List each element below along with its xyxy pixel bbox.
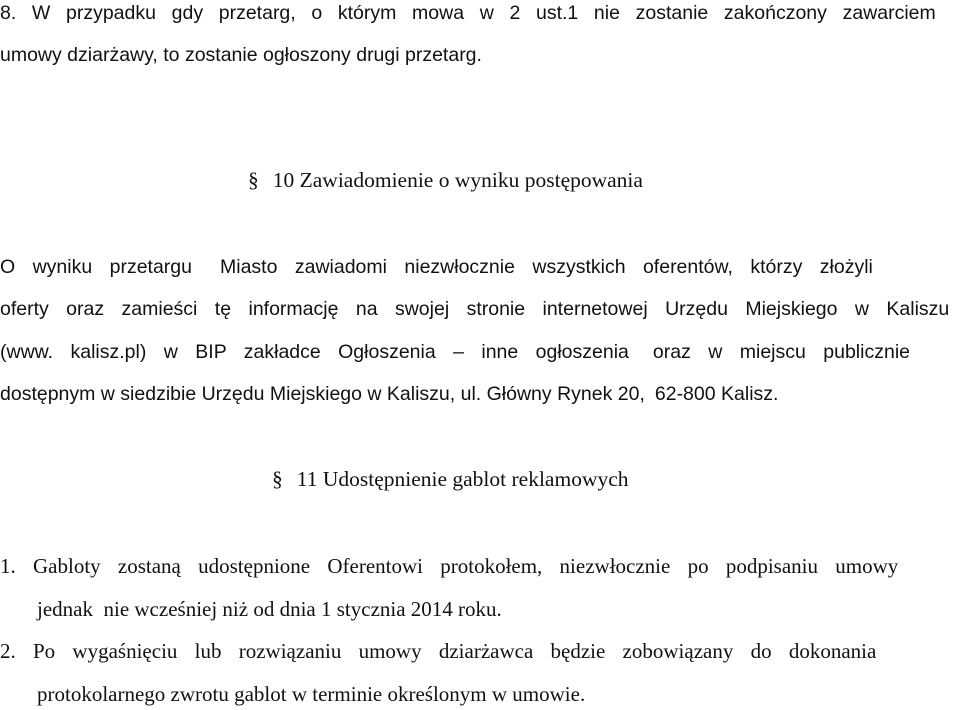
section-10-line-4a: dostępnym w siedzibie Urzędu Miejskiego w Kaliszu, ul. Główny Rynek 20, [0, 383, 645, 405]
section-10-line-4 [0, 385, 778, 405]
section-10-line-4b: 62-800 Kalisz. [654, 383, 779, 405]
section-11-item-1-line-2b: nie wcześniej niż od dnia 1 stycznia 2014 roku. [103, 597, 502, 621]
section-11-item-1-line-1: 1. Gabloty zostaną udostępnione Oferentowi protokołem, niezwłocznie po podpisaniu umowy [0, 554, 899, 578]
section-11-item-1-line-2 [37, 599, 502, 620]
section-10-line-1 [0, 258, 873, 278]
section-10-line-3b: oraz w miejscu publicznie [652, 341, 910, 363]
section-11-title: 11 Udostępnienie gablot reklamowych [296, 467, 629, 491]
intro-line-2: umowy dziarżawy, to zostanie ogłoszony drugi przetarg. [0, 44, 482, 66]
section-11-item-2-line-1: 2. Po wygaśnięciu lub rozwiązaniu umowy dziarżawca będzie zobowiązany do dokonania [0, 639, 877, 663]
section-11-item-1-line-2a: jednak [37, 597, 93, 621]
intro-line-1: 8. W przypadku gdy przetarg, o którym mowa w 2 ust.1 nie zostanie zakończony zawarciem [0, 2, 936, 24]
section-10-title: 10 Zawiadomienie o wyniku postępowania [272, 168, 643, 192]
section-10-heading [248, 170, 643, 192]
section-10-line-1b: Miasto zawiadomi niezwłocznie wszystkich oferentów, którzy złożyli [220, 256, 873, 278]
section-10-line-3 [0, 343, 910, 363]
section-11-item-2-line-2: protokolarnego zwrotu gablot w terminie określonym w umowie. [37, 682, 586, 706]
section-10-line-1a: O wyniku przetargu [0, 256, 192, 278]
section-11-heading [272, 469, 629, 491]
section-symbol: § [272, 467, 283, 491]
section-symbol: § [248, 168, 259, 192]
section-10-line-3a: (www. kalisz.pl) w BIP zakładce Ogłoszenia – inne ogłoszenia [0, 341, 629, 363]
section-10-line-2: oferty oraz zamieści tę informację na swojej stronie internetowej Urzędu Miejskiego w Kaliszu [0, 298, 950, 320]
